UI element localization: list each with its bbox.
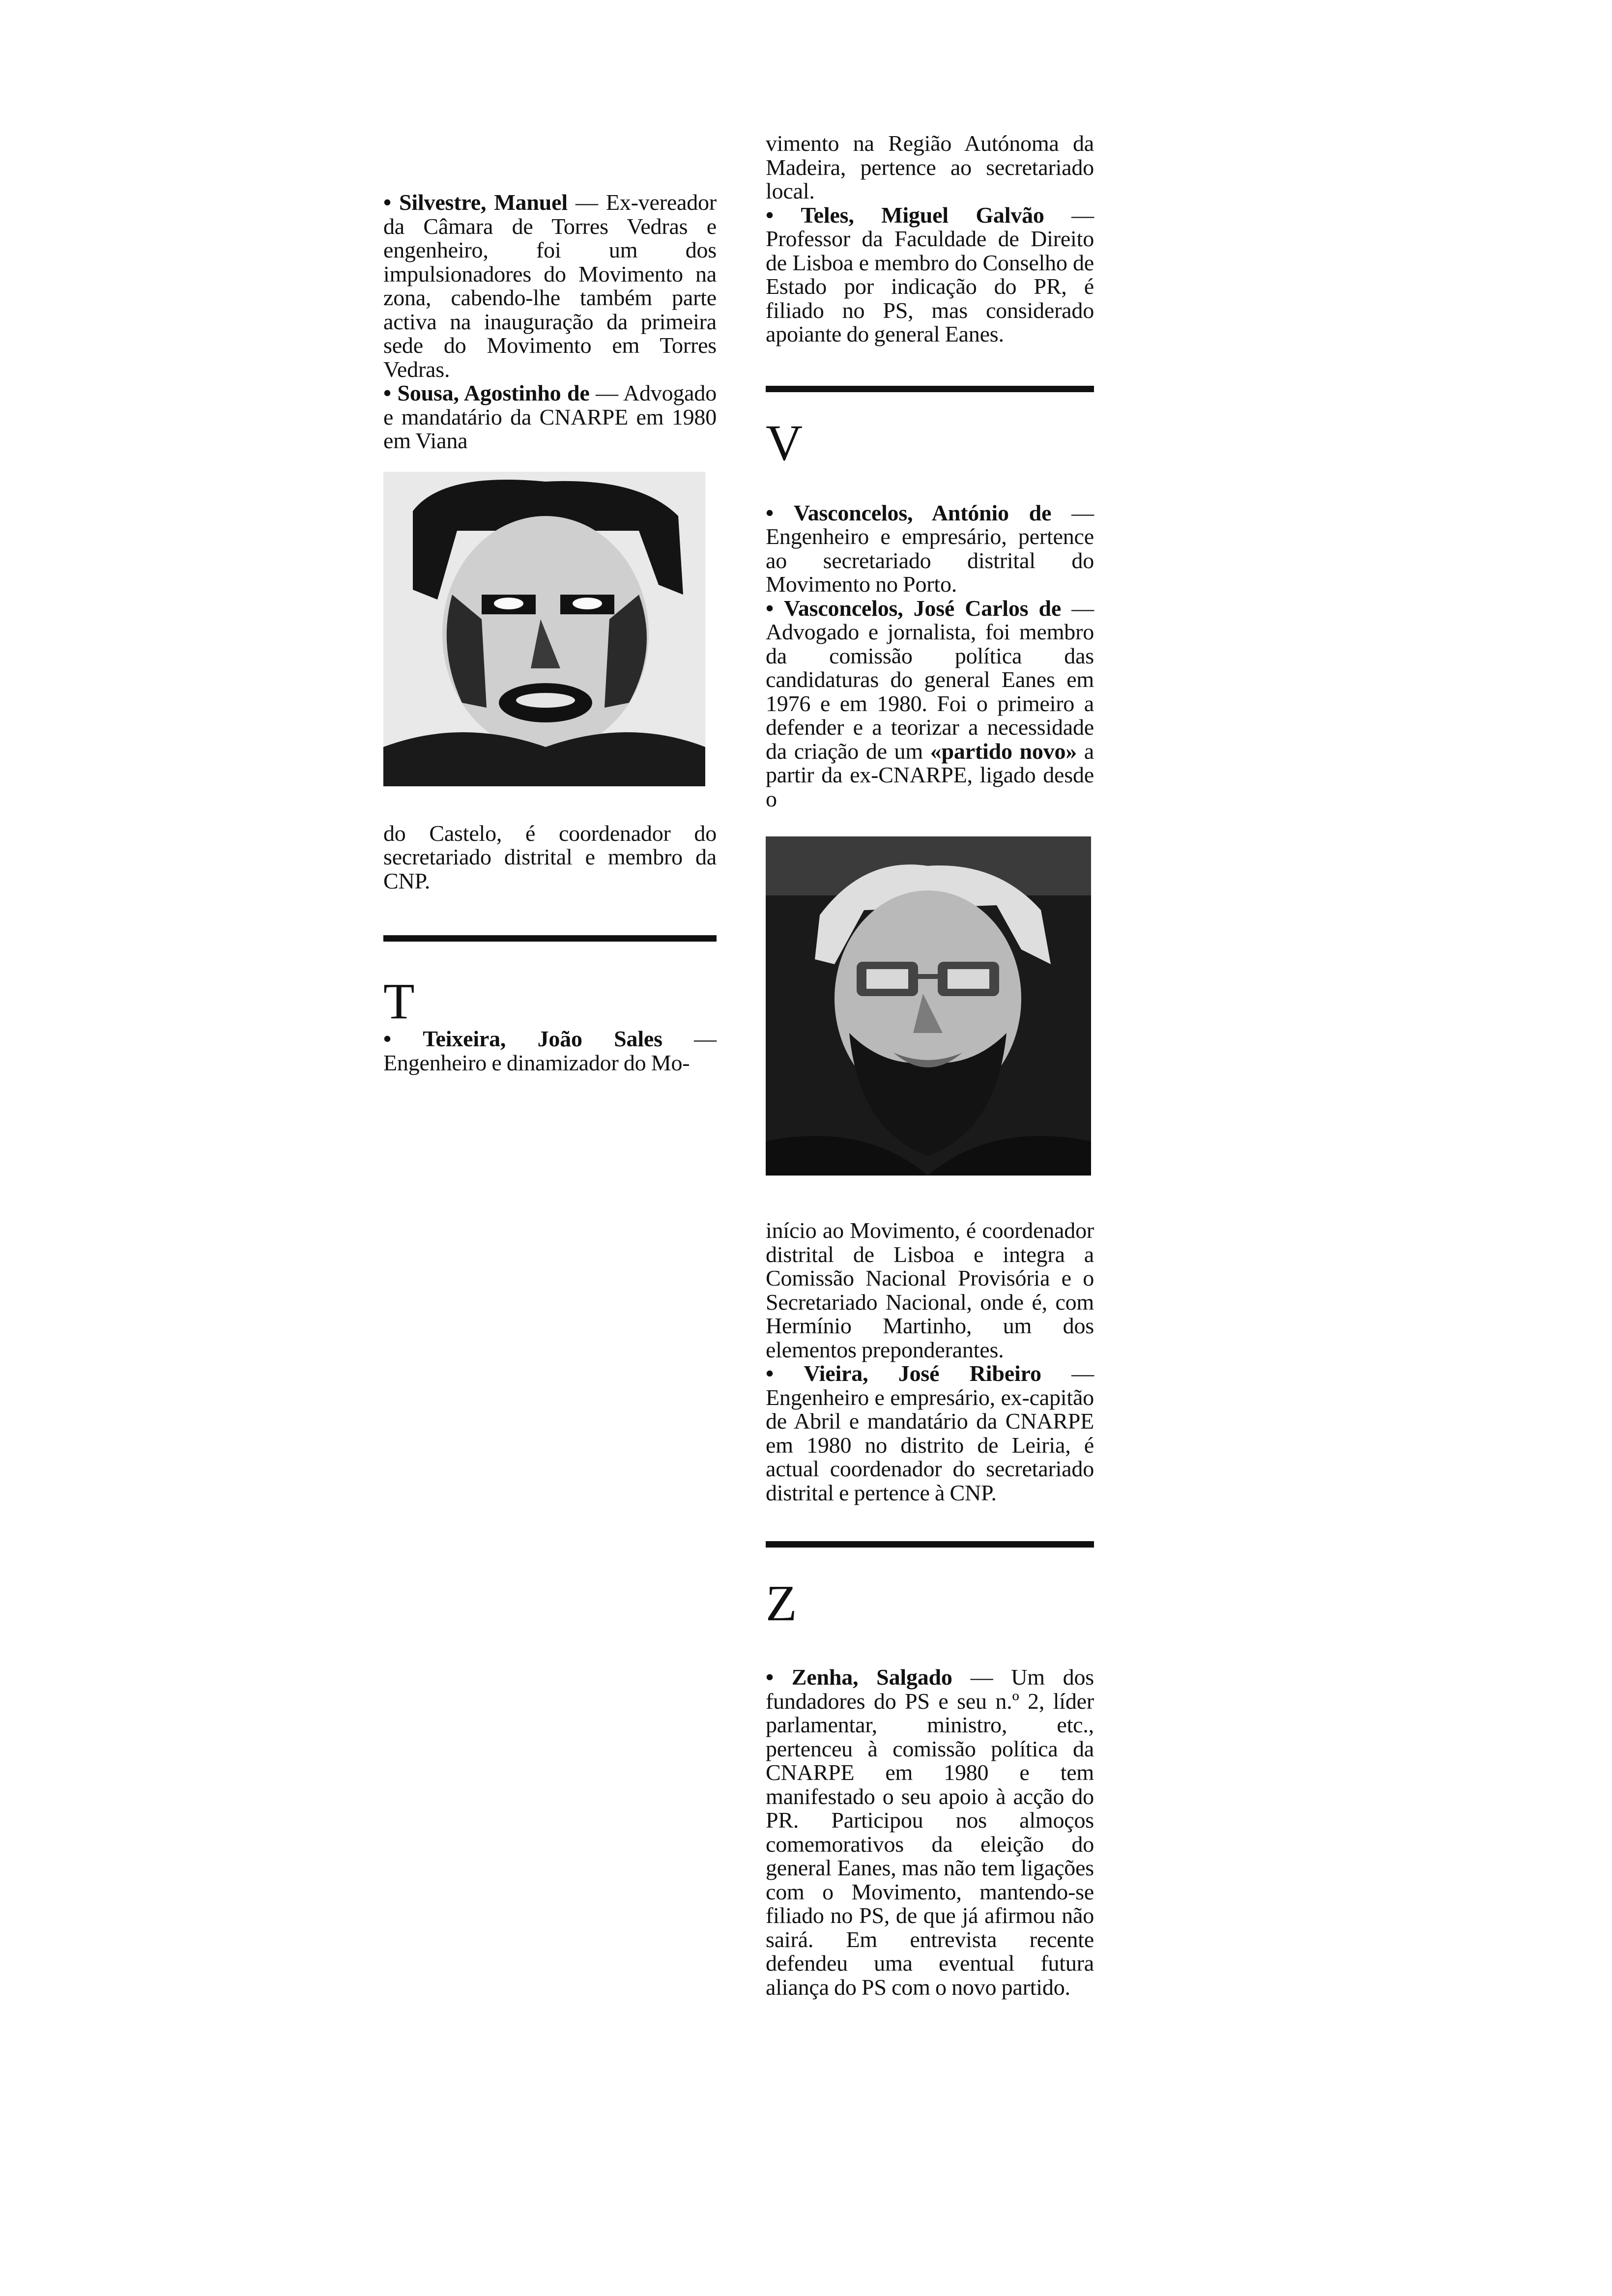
entry-text: — Engenheiro e empresário, ex-capitão de Abril e mandatário da CNARPE em 1980 no distrito de Leiria, é actual coordenador do secretariado distrital e pertence à CNP. — [766, 1361, 1094, 1505]
bullet: • — [383, 1026, 391, 1051]
section-letter-t: T — [383, 973, 415, 1030]
entry-text: — Advogado e jornalista, foi membro da comissão política das candidaturas do general Eanes em 1976 e em 1980. Foi o primeiro a defender e a teorizar a necessidade da criação de um — [766, 595, 1094, 764]
right-column — [766, 132, 1094, 1999]
bullet: • — [766, 1665, 774, 1690]
entry-silvestre — [383, 191, 717, 381]
quoted-term: «partido novo» — [930, 738, 1077, 764]
bullet: • — [766, 1361, 774, 1386]
section-divider-v — [766, 386, 1094, 392]
section-divider-z — [766, 1541, 1094, 1548]
entry-text: — Engenheiro e dinamizador do Mo- — [383, 1026, 717, 1075]
entry-name: Vieira, José Ribeiro — [804, 1361, 1041, 1386]
entry-name: Vasconcelos, José Carlos de — [784, 595, 1062, 621]
entry-vasconcelos-jose — [766, 597, 1094, 811]
entry-name: Zenha, Salgado — [791, 1665, 952, 1690]
entry-name: Silvestre, Manuel — [399, 190, 568, 215]
portrait-photo-vasconcelos — [766, 836, 1091, 1176]
entry-text: a partir da ex-CNARPE, ligado desde o — [766, 738, 1094, 811]
entry-text: — Advogado e mandatário da CNARPE em 1980 em Viana — [383, 380, 717, 453]
entry-name: Sousa, Agostinho de — [397, 380, 590, 405]
entry-sousa-continued: do Castelo, é coordenador do secretariado distrital e membro da CNP. — [383, 820, 717, 893]
entry-teixeira-continued: vimento na Região Autónoma da Madeira, pertence ao secretariado local. — [766, 131, 1094, 203]
bullet: • — [766, 500, 774, 525]
section-letter-v: V — [766, 414, 803, 471]
bullet: • — [766, 595, 774, 621]
left-column — [383, 191, 717, 1075]
entry-teixeira — [383, 1027, 717, 1075]
entry-vasconcelos-jose-continued: início ao Movimento, é coordenador distrital de Lisboa e integra a Comissão Nacional Provisória e o Secretariado Nacional, onde é, com Hermínio Martinho, um dos elementos preponderantes. — [766, 1218, 1094, 1362]
bullet: • — [766, 202, 774, 228]
entry-text: — Ex-vereador da Câmara de Torres Vedras e engenheiro, foi um dos impulsionadores do Movimento na zona, cabendo-lhe também parte activa na inauguração da primeira sede do Movimento em Torres Vedras. — [383, 190, 717, 382]
bullet: • — [383, 190, 391, 215]
entry-name: Vasconcelos, António de — [793, 500, 1052, 525]
bullet: • — [383, 380, 391, 405]
section-divider-t — [383, 935, 717, 942]
entry-name: Teixeira, João Sales — [423, 1026, 662, 1051]
entry-text: — Um dos fundadores do PS e seu n.º 2, líder parlamentar, ministro, etc., pertenceu à comissão política da CNARPE em 1980 e tem manifestado o seu apoio à acção do PR. Participou nos almoços comemorativos da eleição do general Eanes, mas não tem ligações com o Movimento, mantendo-se filiado no PS, de que já afirmou não sairá. Em entrevista recente defendeu uma eventual futura aliança do PS com o novo partido. — [766, 1665, 1094, 2000]
entry-text: — Engenheiro e empresário, pertence ao secretariado distrital do Movimento no Porto. — [766, 500, 1094, 597]
section-letter-z: Z — [766, 1575, 797, 1632]
entry-text: — Professor da Faculdade de Direito de Lisboa e membro do Conselho de Estado por indicação do PR, é filiado no PS, mas considerado apoiante do general Eanes. — [766, 202, 1094, 346]
portrait-photo-sousa — [383, 472, 705, 786]
entry-zenha — [766, 1665, 1094, 1999]
entry-sousa — [383, 381, 717, 453]
entry-vasconcelos-antonio — [766, 501, 1094, 597]
entry-vieira — [766, 1362, 1094, 1505]
entry-name: Teles, Miguel Galvão — [801, 202, 1044, 228]
entry-teles — [766, 203, 1094, 346]
